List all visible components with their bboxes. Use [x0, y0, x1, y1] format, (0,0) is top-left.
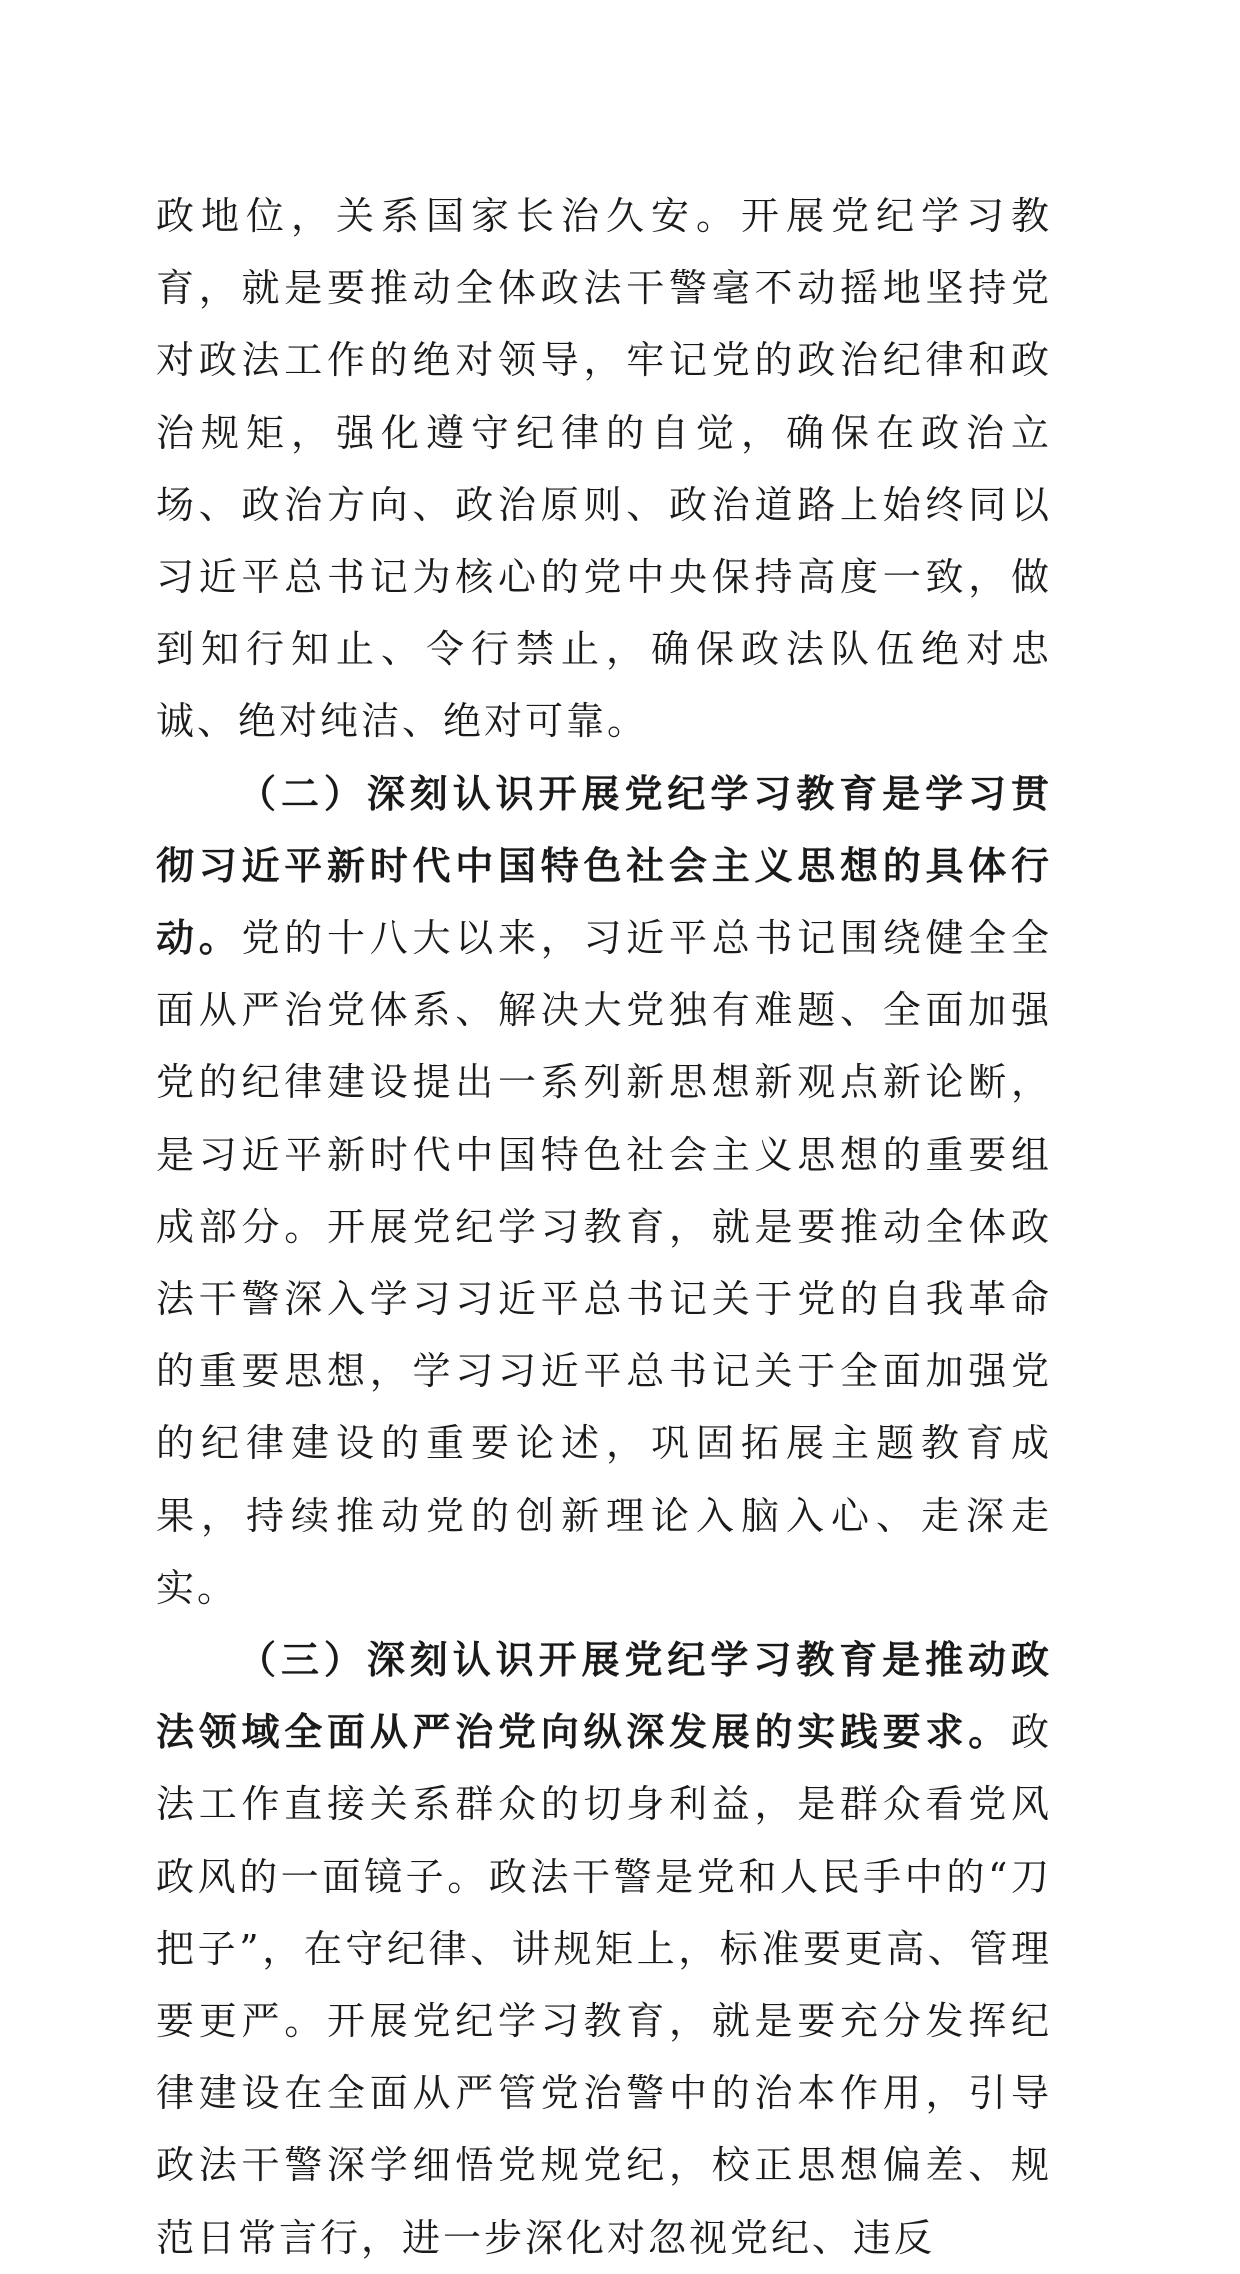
- document-body: [156, 180, 1052, 2274]
- paragraph-3: [156, 1624, 1052, 2274]
- paragraph-2: [156, 758, 1052, 1624]
- paragraph-1: 政地位，关系国家长治久安。开展党纪学习教育，就是要推动全体政法干警毫不动摇地坚持党对政法工作的绝对领导，牢记党的政治纪律和政治规矩，强化遵守纪律的自觉，确保在政治立场、政治方向、政治原则、政治道路上始终同以习近平总书记为核心的党中央保持高度一致，做到知行知止、令行禁止，确保政法队伍绝对忠诚、绝对纯洁、绝对可靠。: [156, 194, 1052, 744]
- section-3-heading: （三）深刻认识开展党纪学习教育是推动政法领域全面从严治党向纵深发展的实践要求。: [156, 1638, 1052, 1755]
- section-3-body: 政法工作直接关系群众的切身利益，是群众看党风政风的一面镜子。政法干警是党和人民手中的“刀把子”，在守纪律、讲规矩上，标准要更高、管理要更严。开展党纪学习教育，就是要充分发挥纪律建设在全面从严管党治警中的治本作用，引导政法干警深学细悟党规党纪，校正思想偏差、规范日常言行，进一步深化对忽视党纪、违反: [156, 1710, 1052, 2260]
- section-2-body: 党的十八大以来，习近平总书记围绕健全全面从严治党体系、解决大党独有难题、全面加强党的纪律建设提出一系列新思想新观点新论断，是习近平新时代中国特色社会主义思想的重要组成部分。开展党纪学习教育，就是要推动全体政法干警深入学习习近平总书记关于党的自我革命的重要思想，学习习近平总书记关于全面加强党的纪律建设的重要论述，巩固拓展主题教育成果，持续推动党的创新理论入脑入心、走深走实。: [156, 916, 1052, 1610]
- section-2-heading: （二）深刻认识开展党纪学习教育是学习贯彻习近平新时代中国特色社会主义思想的具体行动。: [156, 771, 1052, 961]
